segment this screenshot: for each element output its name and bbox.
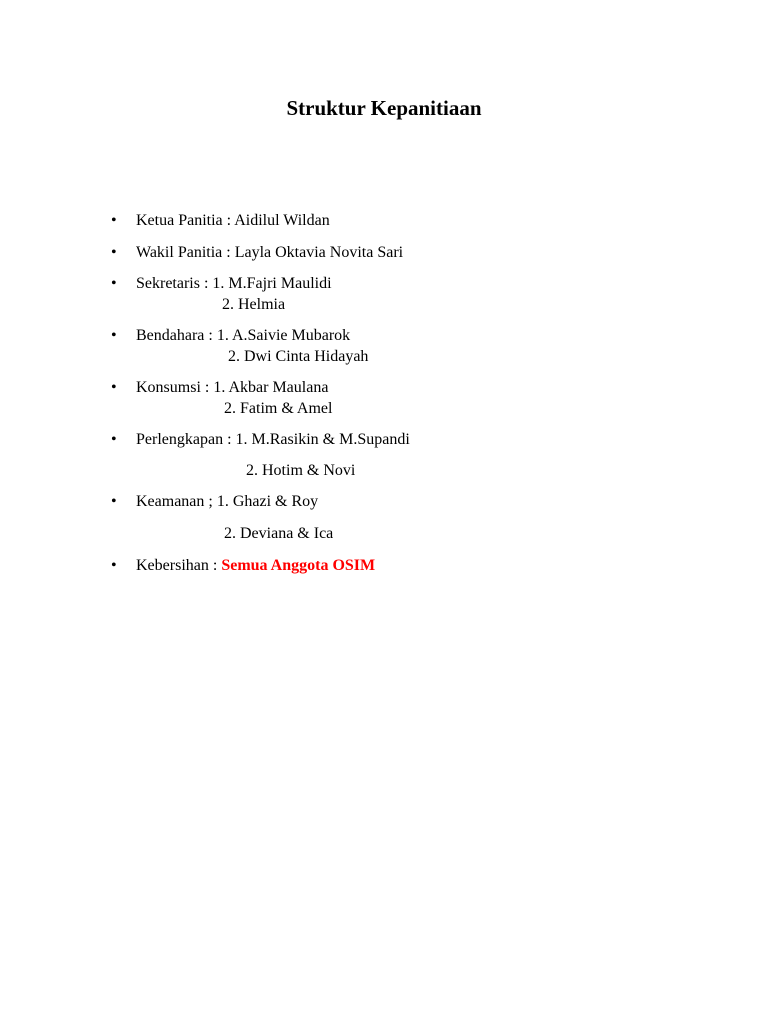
list-item-text: Perlengkapan : 1. M.Rasikin & M.Supandi — [136, 431, 410, 448]
list-item-prefix: Kebersihan : — [136, 557, 222, 574]
bullet-icon: • — [111, 557, 117, 574]
bullet-icon: • — [111, 431, 117, 448]
list-item-text: Wakil Panitia : Layla Oktavia Novita Sari — [136, 244, 404, 261]
list-item-subline: 2. Hotim & Novi — [246, 462, 356, 479]
list-item-text: Bendahara : 1. A.Saivie Mubarok — [136, 327, 351, 344]
bullet-icon: • — [111, 493, 117, 510]
bullet-icon: • — [111, 379, 117, 396]
list-item-text — [136, 555, 375, 576]
list-item-text: Ketua Panitia : Aidilul Wildan — [136, 212, 330, 229]
bullet-icon: • — [111, 244, 117, 261]
page-title: Struktur Kepanitiaan — [286, 96, 482, 120]
list-item-subline: 2. Dwi Cinta Hidayah — [228, 348, 369, 365]
list-item-subline: 2. Deviana & Ica — [224, 525, 334, 542]
list-item-text: Sekretaris : 1. M.Fajri Maulidi — [136, 275, 332, 292]
highlight-text: Semua Anggota OSIM — [221, 557, 376, 574]
list-item-text: Keamanan ; 1. Ghazi & Roy — [136, 493, 319, 510]
bullet-icon: • — [111, 327, 117, 344]
list-item-text: Konsumsi : 1. Akbar Maulana — [136, 379, 329, 396]
list-item-subline: 2. Fatim & Amel — [224, 400, 333, 417]
bullet-icon: • — [111, 212, 117, 229]
list-item-subline: 2. Helmia — [222, 296, 286, 313]
bullet-icon: • — [111, 275, 117, 292]
